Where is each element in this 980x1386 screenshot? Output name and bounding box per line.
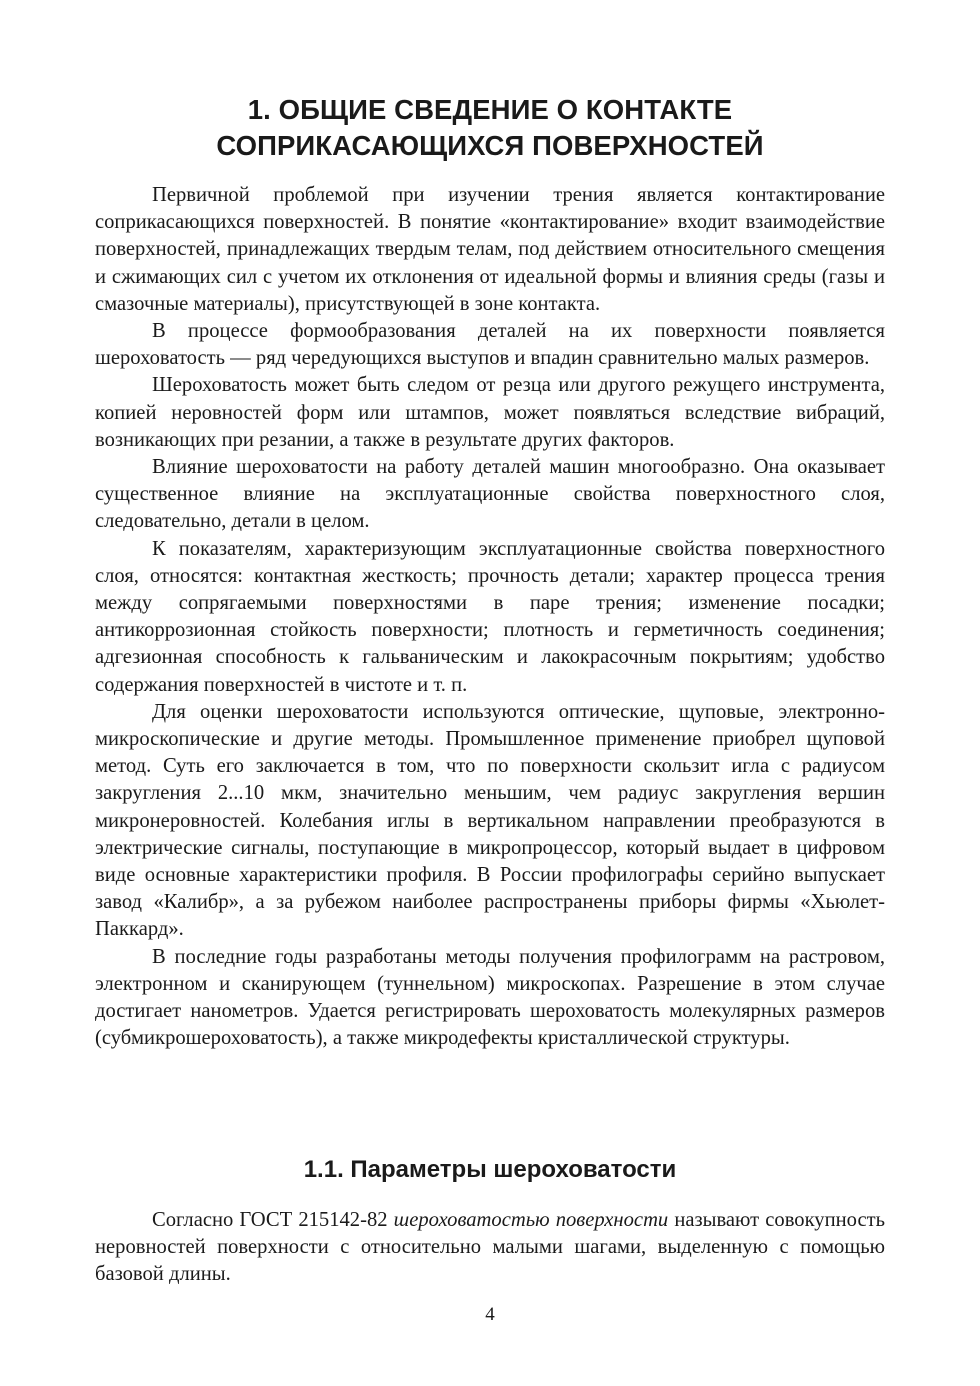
gost-definition-term: шероховатостью поверхности	[393, 1209, 669, 1231]
paragraph-roughness-influence: Влияние шероховатости на работу деталей машин многообразно. Она оказывает существенное влияние на эксплуатационные свойства поверхностного слоя, следовательно, детали в целом.	[95, 456, 885, 533]
paragraph-gost-definition	[95, 1207, 885, 1289]
section-body	[95, 1207, 885, 1289]
chapter-title-line-1: 1. ОБЩИЕ СВЕДЕНИЕ О КОНТАКТЕ	[247, 94, 733, 125]
page-number: 4	[485, 1304, 495, 1325]
gost-definition-end: называют совокупность неровностей поверхности с относительно малыми шагами, выделенную с помощью базовой длины.	[95, 1209, 885, 1286]
chapter-body	[95, 182, 885, 1053]
chapter-title-line-2: СОПРИКАСАЮЩИХСЯ ПОВЕРХНОСТЕЙ	[216, 130, 764, 161]
paragraph-roughness-causes: Шероховатость может быть следом от резца или другого режущего инструмента, копией неровностей форм или штампов, может появляться вследствие вибраций, возникающих при резании, а также в результате других факторов.	[95, 374, 885, 451]
section-title: 1.1. Параметры шероховатости	[303, 1156, 677, 1183]
chapter-title	[95, 92, 885, 164]
paragraph-microscopy: В последние годы разработаны методы получения профилограмм на растровом, электронном и сканирующем (туннельном) микроскопах. Разрешение в этом случае достигает нанометров. Удается регистрировать шероховатость молекулярных размеров (субмикрошероховатость), а также микродефекты кристаллической структуры.	[95, 945, 885, 1050]
paragraph-contact: Первичной проблемой при изучении трения является контактирование соприкасающихся поверхностей. В понятие «контактирование» входит взаимодействие поверхностей, принадлежащих твердым телам, под действием относительного смещения и сжимающих сил с учетом их отклонения от идеальной формы и влияния среды (газы и смазочные материалы), присутствующей в зоне контакта.	[95, 184, 885, 315]
paragraph-roughness-origin: В процессе формообразования деталей на их поверхности появляется шероховатость — ряд чередующихся выступов и впадин сравнительно малых размеров.	[95, 320, 885, 370]
gost-definition-start: Согласно ГОСТ 215142-82	[152, 1209, 394, 1231]
paragraph-measurement-methods: Для оценки шероховатости используются оптические, щуповые, электронно-микроскопические и другие методы. Промышленное применение приобрел щуповой метод. Суть его заключается в том, что по поверхности скользит игла с радиусом закругления 2...10 мкм, значительно меньшим, чем радиус закругления вершин микронеровностей. Колебания иглы в вертикальном направлении преобразуются в электрические сигналы, поступающие в микропроцессор, который выдает в цифровом виде основные характеристики профиля. В России профилографы серийно выпускает завод «Калибр», а за рубежом наиболее распространены приборы фирмы «Хьюлет-Паккард».	[95, 700, 885, 941]
paragraph-surface-properties: К показателям, характеризующим эксплуатационные свойства поверхностного слоя, относятся: контактная жесткость; прочность детали; характер процесса трения между сопрягаемыми поверхностями в паре трения; изменение посадки; антикоррозионная стойкость поверхности; плотность и герметичность соединения; адгезионная способность к гальваническим и лакокрасочным покрытиям; удобство содержания поверхностей в чистоте и т. п.	[95, 537, 885, 696]
